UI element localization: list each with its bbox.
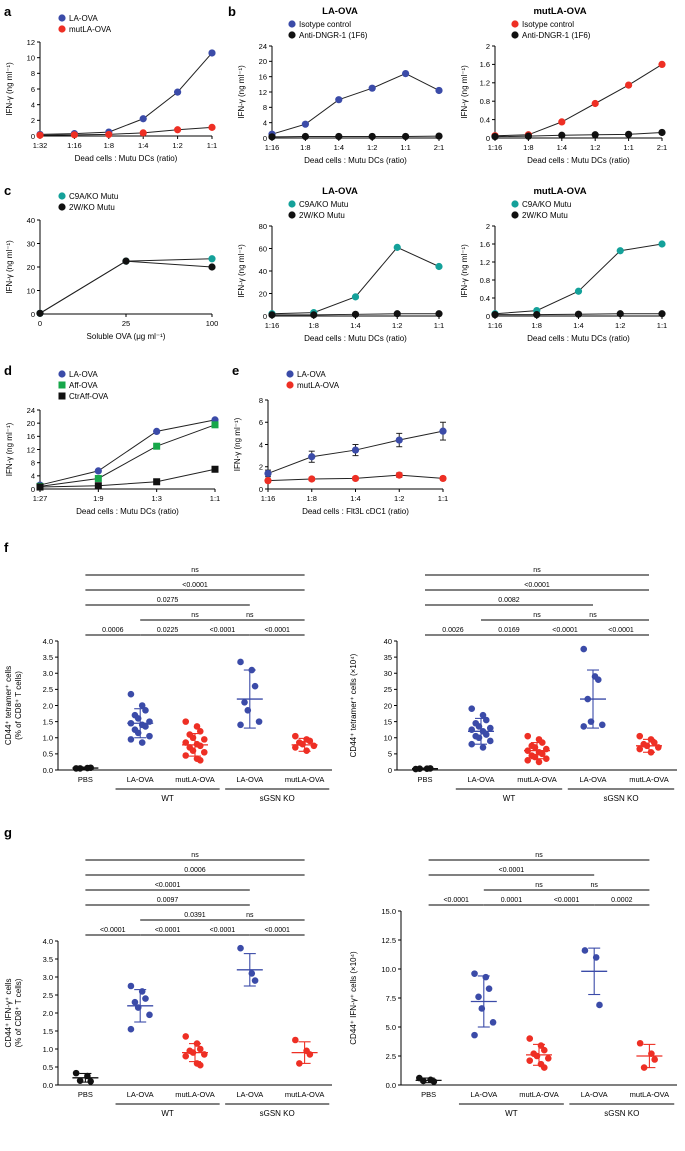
svg-text:<0.0001: <0.0001 [608,627,634,634]
chart-b1 [232,16,447,178]
svg-text:sGSN KO: sGSN KO [259,1109,295,1118]
svg-text:0.0: 0.0 [385,1080,396,1090]
svg-text:2W/KO Mutu: 2W/KO Mutu [522,211,568,220]
svg-text:LA-OVA: LA-OVA [297,370,326,379]
svg-text:1:3: 1:3 [151,494,162,503]
svg-text:10: 10 [26,286,35,296]
svg-text:LA-OVA: LA-OVA [467,775,495,784]
svg-text:(% of CD8⁺ T cells): (% of CD8⁺ T cells) [14,978,23,1048]
svg-text:12.5: 12.5 [381,935,396,945]
panel-c2 [232,196,447,356]
svg-text:ns: ns [246,612,254,619]
panel-label-b: b [228,4,236,19]
panel-label-g: g [4,825,12,840]
svg-text:2.5: 2.5 [42,990,53,1000]
svg-text:1:1: 1:1 [437,494,449,503]
svg-text:1.2: 1.2 [479,257,490,267]
svg-text:IFN-γ (ng ml⁻¹): IFN-γ (ng ml⁻¹) [5,422,14,477]
svg-text:1:1: 1:1 [623,143,634,152]
chart-a [0,8,220,178]
svg-text:LA-OVA: LA-OVA [580,1090,608,1099]
svg-text:100: 100 [205,319,219,328]
svg-text:8: 8 [30,69,35,79]
svg-text:30: 30 [383,669,392,679]
svg-text:LA-OVA: LA-OVA [579,775,607,784]
svg-text:80: 80 [258,221,267,231]
panel-label-a: a [4,4,12,19]
svg-text:C9A/KO Mutu: C9A/KO Mutu [522,200,572,209]
svg-text:1.5: 1.5 [42,717,53,727]
svg-text:1:1: 1:1 [433,321,445,330]
svg-text:2: 2 [485,41,490,51]
svg-text:3.5: 3.5 [42,954,53,964]
svg-text:CD44⁺ tetramer⁺ cells: CD44⁺ tetramer⁺ cells [4,665,13,746]
svg-text:LA-OVA: LA-OVA [69,370,98,379]
svg-text:Anti-DNGR-1 (1F6): Anti-DNGR-1 (1F6) [299,31,368,40]
svg-text:4: 4 [262,118,267,128]
svg-text:Anti-DNGR-1 (1F6): Anti-DNGR-1 (1F6) [522,31,591,40]
svg-text:LA-OVA: LA-OVA [69,14,98,23]
svg-text:mutLA-OVA: mutLA-OVA [519,1090,559,1099]
svg-text:Dead cells : Mutu DCs (ratio): Dead cells : Mutu DCs (ratio) [304,334,407,343]
svg-text:1:2: 1:2 [366,143,378,152]
svg-text:1:16: 1:16 [487,321,503,330]
svg-text:sGSN KO: sGSN KO [259,794,295,803]
svg-text:1:1: 1:1 [400,143,411,152]
svg-text:0.0275: 0.0275 [156,597,179,604]
svg-text:0.0006: 0.0006 [184,867,206,874]
svg-text:20: 20 [26,418,35,428]
svg-text:<0.0001: <0.0001 [182,582,208,589]
svg-text:1:32: 1:32 [32,141,48,150]
svg-text:0.0082: 0.0082 [498,597,520,604]
svg-text:sGSN KO: sGSN KO [603,794,639,803]
svg-text:WT: WT [161,794,174,803]
svg-text:16: 16 [26,432,35,442]
panel-e [228,366,453,531]
svg-text:IFN-γ (ng ml⁻¹): IFN-γ (ng ml⁻¹) [233,417,242,472]
svg-text:0.8: 0.8 [479,97,490,106]
chart-c1 [0,188,220,356]
svg-text:0: 0 [37,319,43,328]
svg-text:16: 16 [258,72,267,82]
svg-text:0.0097: 0.0097 [156,897,179,904]
svg-text:Isotype control: Isotype control [522,20,575,29]
svg-text:<0.0001: <0.0001 [209,927,236,934]
svg-text:CD44⁺ IFN-γ⁺ cells: CD44⁺ IFN-γ⁺ cells [4,978,13,1048]
svg-text:4.0: 4.0 [42,936,53,946]
svg-text:PBS: PBS [417,775,433,784]
svg-text:0.0225: 0.0225 [156,627,179,634]
svg-text:WT: WT [502,794,516,803]
svg-text:<0.0001: <0.0001 [209,627,236,634]
svg-text:Dead cells : Flt3L cDC1 (ratio: Dead cells : Flt3L cDC1 (ratio) [302,507,409,516]
svg-text:PBS: PBS [421,1090,437,1099]
panel-b1-title: LA-OVA [322,6,358,17]
svg-text:1:8: 1:8 [308,321,319,330]
svg-text:25: 25 [383,685,392,695]
svg-text:12: 12 [258,87,267,97]
panel-c3 [455,196,670,356]
svg-text:1.2: 1.2 [479,78,490,88]
svg-text:PBS: PBS [77,1090,93,1099]
svg-text:1:16: 1:16 [264,143,280,152]
svg-text:10: 10 [26,53,35,63]
svg-text:Dead cells : Mutu DCs (ratio): Dead cells : Mutu DCs (ratio) [527,156,630,165]
svg-text:0: 0 [387,765,392,775]
svg-text:2.0: 2.0 [42,1008,53,1018]
svg-text:2W/KO Mutu: 2W/KO Mutu [69,203,115,212]
svg-text:Dead cells : Mutu DCs (ratio): Dead cells : Mutu DCs (ratio) [304,156,407,165]
svg-text:1:1: 1:1 [656,321,668,330]
svg-text:1:8: 1:8 [300,143,311,152]
svg-text:ns: ns [535,882,543,889]
svg-text:0.5: 0.5 [42,749,53,759]
svg-text:5.0: 5.0 [385,1022,396,1032]
svg-text:<0.0001: <0.0001 [498,867,525,874]
svg-text:mutLA-OVA: mutLA-OVA [175,1090,215,1099]
svg-text:0: 0 [258,484,263,494]
svg-text:2: 2 [258,462,263,472]
svg-text:1:8: 1:8 [523,143,534,152]
svg-text:3.5: 3.5 [42,652,53,662]
chart-f2 [345,548,685,818]
chart-c3 [455,196,670,356]
svg-text:<0.0001: <0.0001 [524,582,550,589]
chart-b2 [455,16,670,178]
panel-c1 [0,188,220,356]
svg-text:1:16: 1:16 [487,143,503,152]
svg-text:<0.0001: <0.0001 [154,927,181,934]
svg-text:20: 20 [258,289,267,299]
svg-text:mutLA-OVA: mutLA-OVA [517,775,557,784]
svg-text:8: 8 [262,103,267,113]
svg-text:1:2: 1:2 [589,143,601,152]
panel-g1 [0,833,340,1133]
svg-text:1:2: 1:2 [394,494,405,503]
svg-text:0: 0 [262,311,267,321]
svg-text:ns: ns [535,852,543,859]
svg-text:0.0001: 0.0001 [500,897,523,904]
svg-text:LA-OVA: LA-OVA [126,775,154,784]
panel-b2 [455,16,670,178]
svg-text:2:1: 2:1 [656,143,668,152]
svg-text:<0.0001: <0.0001 [553,897,580,904]
svg-text:0.0: 0.0 [42,765,53,775]
panel-label-f: f [4,540,9,555]
svg-text:1:4: 1:4 [137,141,149,150]
svg-text:12: 12 [26,445,35,455]
svg-text:1:16: 1:16 [67,141,82,150]
svg-text:WT: WT [161,1109,174,1118]
svg-text:1:16: 1:16 [260,494,276,503]
svg-text:4: 4 [258,440,263,450]
svg-text:WT: WT [505,1109,518,1118]
svg-text:0.0026: 0.0026 [442,627,464,634]
panel-f2 [345,548,685,818]
panel-d [0,366,225,531]
svg-text:20: 20 [383,701,392,711]
svg-text:25: 25 [121,319,131,328]
svg-text:mutLA-OVA: mutLA-OVA [175,775,215,784]
svg-text:1:8: 1:8 [306,494,317,503]
svg-text:1:4: 1:4 [556,143,568,152]
svg-text:ns: ns [191,852,199,859]
svg-text:Aff-OVA: Aff-OVA [69,381,98,390]
svg-text:24: 24 [258,41,267,51]
svg-text:15.0: 15.0 [381,906,396,916]
svg-text:Soluble OVA (μg ml⁻¹): Soluble OVA (μg ml⁻¹) [86,332,166,341]
svg-text:60: 60 [258,244,267,254]
svg-text:10: 10 [383,733,392,743]
svg-text:4: 4 [30,100,35,110]
svg-text:1:8: 1:8 [531,321,542,330]
svg-text:2:1: 2:1 [433,143,445,152]
svg-text:1:1: 1:1 [206,141,218,150]
svg-text:0.4: 0.4 [479,115,490,125]
svg-text:40: 40 [26,215,35,225]
svg-text:3.0: 3.0 [42,972,53,982]
svg-text:35: 35 [383,652,392,662]
svg-text:2.0: 2.0 [42,701,53,711]
svg-text:C9A/KO Mutu: C9A/KO Mutu [299,200,349,209]
svg-text:1:4: 1:4 [333,143,345,152]
svg-text:0.4: 0.4 [479,293,490,303]
svg-text:4.0: 4.0 [42,636,53,646]
svg-text:5: 5 [387,749,392,759]
svg-text:1:2: 1:2 [392,321,403,330]
svg-text:40: 40 [383,636,392,646]
svg-text:Dead cells : Mutu DCs (ratio): Dead cells : Mutu DCs (ratio) [74,154,178,163]
chart-g2 [345,833,685,1133]
svg-text:IFN-γ (ng ml⁻¹): IFN-γ (ng ml⁻¹) [237,65,246,119]
svg-text:ns: ns [589,612,597,619]
svg-text:6: 6 [30,84,35,94]
svg-text:0: 0 [262,133,267,143]
chart-f1 [0,548,340,818]
svg-text:IFN-γ (ng ml⁻¹): IFN-γ (ng ml⁻¹) [460,244,469,298]
svg-text:1:4: 1:4 [350,321,361,330]
svg-text:30: 30 [26,239,35,249]
svg-text:LA-OVA: LA-OVA [126,1090,154,1099]
svg-text:sGSN KO: sGSN KO [604,1109,640,1118]
svg-text:PBS: PBS [77,775,93,784]
svg-text:LA-OVA: LA-OVA [236,775,264,784]
svg-text:1:16: 1:16 [264,321,280,330]
svg-text:20: 20 [26,262,35,272]
svg-text:1:1: 1:1 [209,494,221,503]
panel-c2-title: LA-OVA [322,186,358,197]
svg-text:CD44⁺ tetramer⁺ cells (×10⁴): CD44⁺ tetramer⁺ cells (×10⁴) [349,653,358,758]
svg-text:0: 0 [485,311,490,321]
svg-text:2.5: 2.5 [385,1051,396,1061]
svg-text:15: 15 [383,717,392,727]
svg-text:CD44⁺ IFN-γ⁺ cells (×10⁴): CD44⁺ IFN-γ⁺ cells (×10⁴) [349,951,358,1045]
svg-text:IFN-γ (ng ml⁻¹): IFN-γ (ng ml⁻¹) [237,244,246,298]
svg-text:0: 0 [30,309,35,319]
svg-text:mutLA-OVA: mutLA-OVA [69,25,112,34]
svg-text:Isotype control: Isotype control [299,20,352,29]
svg-text:1.0: 1.0 [42,733,53,743]
svg-text:1:2: 1:2 [615,321,626,330]
svg-text:ns: ns [533,567,541,574]
svg-text:ns: ns [590,882,598,889]
svg-text:1.6: 1.6 [479,60,490,70]
svg-text:0.0006: 0.0006 [102,627,124,634]
svg-text:2: 2 [30,116,35,126]
svg-text:2.5: 2.5 [42,685,53,695]
svg-text:24: 24 [26,405,35,415]
svg-text:10.0: 10.0 [381,964,396,974]
svg-text:3.0: 3.0 [42,669,53,679]
svg-text:0: 0 [30,131,35,141]
svg-text:IFN-γ (ng ml⁻¹): IFN-γ (ng ml⁻¹) [5,62,14,116]
svg-text:ns: ns [191,567,199,574]
svg-text:mutLA-OVA: mutLA-OVA [629,1090,670,1099]
svg-text:IFN-γ (ng ml⁻¹): IFN-γ (ng ml⁻¹) [460,65,469,119]
chart-g1 [0,833,340,1133]
svg-text:Dead cells : Mutu DCs (ratio): Dead cells : Mutu DCs (ratio) [527,334,630,343]
svg-text:mutLA-OVA: mutLA-OVA [297,381,340,390]
svg-text:1:2: 1:2 [172,141,183,150]
svg-text:1.5: 1.5 [42,1026,53,1036]
svg-text:0.5: 0.5 [42,1062,53,1072]
svg-text:LA-OVA: LA-OVA [236,1090,264,1099]
panel-f1 [0,548,340,818]
svg-text:CtrAff-OVA: CtrAff-OVA [69,392,109,401]
chart-d [0,366,225,531]
svg-text:IFN-γ (ng ml⁻¹): IFN-γ (ng ml⁻¹) [5,240,14,294]
panel-label-c: c [4,183,12,198]
svg-text:8: 8 [30,458,35,468]
svg-text:8: 8 [258,395,263,405]
svg-text:1.6: 1.6 [479,239,490,249]
svg-text:<0.0001: <0.0001 [443,897,469,904]
svg-text:mutLA-OVA: mutLA-OVA [284,775,325,784]
svg-text:0: 0 [485,133,490,143]
svg-text:1:8: 1:8 [103,141,115,150]
panel-c3-title: mutLA-OVA [533,186,587,197]
svg-text:40: 40 [258,266,267,276]
svg-text:mutLA-OVA: mutLA-OVA [629,775,669,784]
svg-text:<0.0001: <0.0001 [552,627,578,634]
svg-text:1:9: 1:9 [93,494,104,503]
svg-text:ns: ns [246,912,254,919]
svg-text:20: 20 [258,57,267,67]
svg-text:12: 12 [26,37,35,47]
svg-text:1:4: 1:4 [350,494,361,503]
svg-text:1:27: 1:27 [32,494,48,503]
svg-text:<0.0001: <0.0001 [100,927,126,934]
panel-b2-title: mutLA-OVA [533,6,587,17]
svg-text:Dead cells : Mutu DCs (ratio): Dead cells : Mutu DCs (ratio) [76,507,179,516]
svg-text:0.8: 0.8 [479,275,490,285]
panel-g2 [345,833,685,1133]
svg-text:<0.0001: <0.0001 [264,627,290,634]
chart-e [228,366,453,531]
svg-text:<0.0001: <0.0001 [154,882,181,889]
panel-a [0,8,220,178]
panel-b1 [232,16,447,178]
svg-text:2: 2 [485,221,490,231]
svg-text:0.0391: 0.0391 [184,912,206,919]
panel-label-d: d [4,363,12,378]
svg-text:6: 6 [258,418,263,428]
svg-text:4: 4 [30,471,35,481]
svg-text:<0.0001: <0.0001 [264,927,290,934]
svg-text:ns: ns [191,612,199,619]
svg-text:(% of CD8⁺ T cells): (% of CD8⁺ T cells) [14,671,23,740]
svg-text:2W/KO Mutu: 2W/KO Mutu [299,211,345,220]
svg-text:1.0: 1.0 [42,1044,53,1054]
svg-text:C9A/KO Mutu: C9A/KO Mutu [69,192,119,201]
panel-label-e: e [232,363,240,378]
svg-text:1:4: 1:4 [573,321,584,330]
chart-c2 [232,196,447,356]
svg-text:0.0: 0.0 [42,1080,53,1090]
svg-text:7.5: 7.5 [385,993,396,1003]
svg-text:ns: ns [533,612,541,619]
svg-text:LA-OVA: LA-OVA [470,1090,498,1099]
svg-text:0.0002: 0.0002 [611,897,633,904]
svg-text:mutLA-OVA: mutLA-OVA [284,1090,325,1099]
svg-text:0: 0 [30,484,35,494]
svg-text:0.0169: 0.0169 [498,627,520,634]
